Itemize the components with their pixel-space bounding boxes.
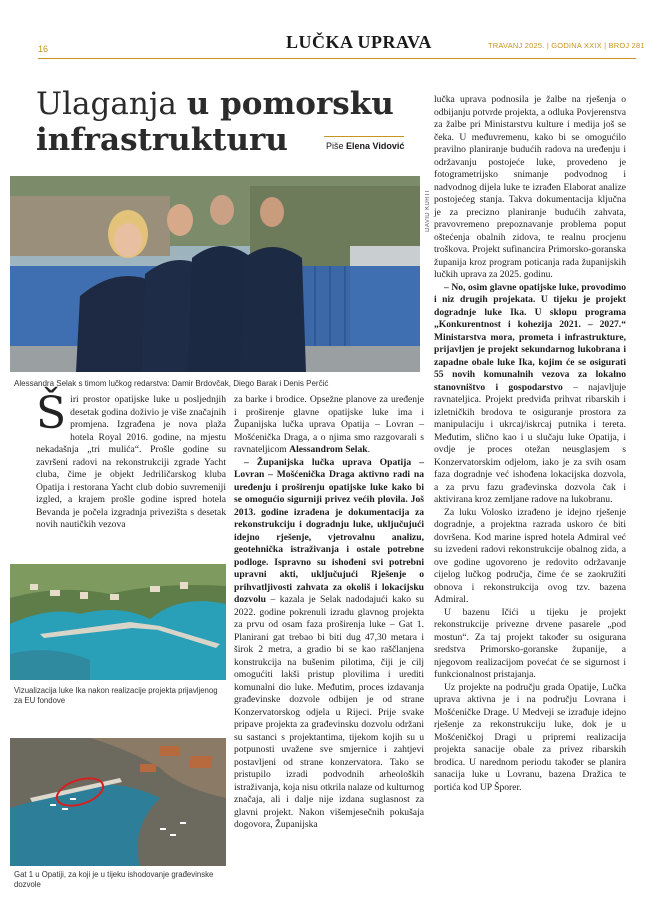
col1-paragraph: iri prostor opatijske luke u posljednjih desetak godina doživio je više značajnih promjena. Izgrađena je nova plaža hotela Royal 2016. godine, na mjestu nekadašnja „tri mulića“. Prošle godine su završeni radovi na rekonstrukciji zgrade Yacht cluba, čime je objekt Jedriličarskog kluba Opatija i restorana Yacht club dobio suvremeniji izgled, a krajem prošle godine ispred hotela Bevanda je počela izgradnja privezišta s desetak novih nautičkih vezova bbox=[36, 394, 226, 530]
ika-visualization-photo bbox=[10, 564, 226, 680]
divider: | bbox=[546, 41, 552, 50]
col3-paragraph-1: lučka uprava podnosila je žalbe na rješenja o odbijanju potvrde projekta, a odluka Povjerenstva za žalbe pri Ministarstvu kulture i medija još se čeka. U međuvremenu, kako bi se omogućilo pravilno planiranje budućih radova na uređenju i održavanju postojeće luke, provedeno je fotogrametrijsko snimanje podvodnog i nadvodnog dijela luke te izrađen Elaborat analize postojećeg stanja. Takva dokumentacija ključna je za precizno planiranje budućih zahvata, pravovremeno prepoznavanje problema poput oštećenja obalnih zidova, te realnu procjenu troškova. Projekt sufinancira Primorsko-goranska županija kroz program poticanja rada županijskih lučkih uprava za 2025. godinu. bbox=[434, 94, 626, 280]
col3-paragraph-5: Uz projekte na području grada Opatije, Lučka uprava aktivna je i na području Lovrana i Mošćeničke Drage. U Medveji se izrađuje idejno rješenje za rekonstrukciju luke, dok je u Mošćeničkoj Dragi u pripremi realizacija projekta sanacije obale za privez ribarskih brodica. U narednom periodu također se planira sanacija luke u Lovranu, bazena Dražica te portića kod UP Šporer. bbox=[434, 681, 626, 793]
drop-cap: Š bbox=[36, 388, 67, 439]
section-title: LUČKA UPRAVA bbox=[286, 32, 432, 52]
page-header bbox=[10, 20, 652, 60]
gat-aerial-image bbox=[10, 738, 226, 866]
issue-date: TRAVANJ 2025. bbox=[488, 41, 545, 50]
title-part2: u pomorsku bbox=[186, 86, 394, 122]
divider: | bbox=[604, 41, 609, 50]
ika-caption: Vizualizacija luke Ika nakon realizacije projekta prijavljenog za EU fondove bbox=[14, 686, 218, 705]
title-part3: infrastrukturu bbox=[36, 122, 288, 158]
byline-rule bbox=[324, 136, 404, 137]
issue-number: BROJ 281 bbox=[608, 41, 645, 50]
ika-aerial-image bbox=[10, 564, 226, 680]
col3-quote-bold: – No, osim glavne opatijske luke, provodimo i niz drugih projekata. U tijeku je projekt dogradnje luke Ika. U sklopu programa „Konkurentnost i kohezija 2021. – 2027.“ Ministarstva mora, prometa i infrastrukture, prijavljen je projekt sekundarnog lukobrana i zapadne obale luke Ika, kojim će se osigurati 55 novih komunalnih vezova za lokalno stanovništvo i gospodarstvo bbox=[434, 281, 626, 393]
page-number: 16 bbox=[38, 44, 49, 54]
col2-quote-bold: – Županijska lučka uprava Opatija – Lovran – Mošćenička Draga aktivno radi na uređenju i proširenju opatijske luke kako bi se omogućio sigurniji privez većih plovila. Još 2013. godine izrađena je dokumentacija za rekonstrukciju i dogradnju luke, uključujući idejno rješenje, vjetrovalnu analizu, geotehnička istraživanja i ostale potrebne podloge. Ispravno su ishođeni svi potrebni upravni akti, uključujući Rješenje o prihvatljivosti zahvata za okoliš i lokacijsku dozvolu bbox=[234, 456, 424, 605]
col3-paragraph-3: Za luku Volosko izrađeno je idejno rješenje dogradnje, a projektna razrada uskoro će biti dovršena. Kod marine ispred hotela Admiral već su izvedeni radovi rekonstrukcije obalnog zida, a ove godine ugovoreno je redovito održavanje cijelog lučkog područja, čime će se zaokružiti obnova i rekonstrukcija ovog tzv. bazena Admiral. bbox=[434, 506, 626, 605]
article-column-3 bbox=[434, 94, 626, 794]
issue-info bbox=[488, 41, 645, 50]
author-name: Elena Vidović bbox=[346, 141, 405, 151]
col3-paragraph-4: U bazenu Ičići u tijeku je projekt rekonstrukcije privezne drvene pasarele „pod mostun“. Za taj projekt također su osigurana sredstva Primorsko-goranske županije, a njegovom realizacijom povećat će se sigurnost i funkcionalnost pristajanja. bbox=[434, 606, 626, 680]
main-photo bbox=[10, 176, 420, 372]
gat-aerial-photo bbox=[10, 738, 226, 866]
article-column-2: za barke i brodice. Opsežne planove za uređenje i proširenje glavne opatijske luke ima i Županijska lučka uprava Opatija – Lovran – Mošćenička Draga, a o njima smo razgovarali s ravnateljicom Alessandrom Selak. – Županijska lučka uprava Opatija – Lovran – Mošćenička Draga aktivno radi na uređenju i proširenju opatijske luke kako bi se omogućio sigurniji privez većih plovila. Još 2013. godine izrađena je dokumentacija za rekonstrukciju i dogradnju luke, uključujući idejno rješenje, vjetrovalnu analizu, geotehnička istraživanja i ostale potrebne podloge. Ispravno su ishođeni svi potrebni upravni akti, uključujući Rješenje o prihvatljivosti zahvata za okoliš i lokacijsku dozvolu – kazala je Selak nadodajući kako su 2022. godine pokrenuli izradu glavnog projekta za prvu od osam faza proširenja luke – Gat 1. Planirani gat trebao bi biti dug 47,30 metara i širok 2 metra, a gradio bi se kao raščlanjena konstrukcija na bušenim pilotima, čiji je cilj omogućiti lakši pristup plovilima i urediti komunalni dio luke. Međutim, proces izdavanja građevinske dozvole odbijen je od strane Konzervatorskog odjela u Rijeci. Prije svake pripave projekta za građevinsku dozvolu održani su sastanci s projektantima, tijekom kojih su u potpunosti uvažene sve smjernice i zahtjevi postavljeni od strane konzervatora. Tako se pristupilo izradi podvodnih arheoloških istraživanja, koja nisu otkrila nalaze od kulturnog značaja, ali i dalje nije izdana suglasnost za glavni projekt. Nakon višemjesečnih pokušaja dogovora, Županijska bbox=[234, 394, 424, 830]
article-column-1 bbox=[36, 388, 226, 532]
byline bbox=[326, 141, 404, 151]
gat-caption: Gat 1 u Opatiji, za koji je u tijeku ishodovanje građevinske dozvole bbox=[14, 870, 214, 889]
byline-prefix: Piše bbox=[326, 141, 344, 151]
main-photo-caption: Alessandra Selak s timom lučkog redarstva: Damir Brdovčak, Diego Barak i Denis Perčić bbox=[14, 379, 329, 388]
team-photo-image bbox=[10, 176, 420, 372]
photo-credit: DAVID KURTI bbox=[425, 190, 431, 232]
header-rule bbox=[38, 58, 636, 59]
issue-volume: GODINA XXIX bbox=[551, 41, 602, 50]
col3-paragraph-2: – najavljuje ravnateljica. Projekt predviđa prihvat ribarskih i izletničkih brodova te osiguranje prostora za manipulaciju i ukrcaj/iskrcaj putnika i tereta. Međutim, slično kao i u slučaju luke Opatija, i ovdje je proces otežan neusglasjem s Konzervatorskim odjelom, iako je za svih osam faza dogradnje već ishođena lokacijska dozvola, a za prvu fazu građevinska dozvola čak i aktivirana kroz zemljane radove na lukobranu. bbox=[434, 381, 626, 505]
interviewee-name: Alessandrom Selak bbox=[289, 444, 368, 455]
col2-paragraph-1: za barke i brodice. Opsežne planove za uređenje i proširenje glavne opatijske luke ima i Županijska lučka uprava Opatija – Lovran – Mošćenička Draga, a o njima smo razgovarali s ravnateljicom bbox=[234, 394, 424, 455]
col2-paragraph-2: – kazala je Selak nadodajući kako su 2022. godine pokrenuli izradu glavnog projekta za prvu od osam faza proširenja luke – Gat 1. Planirani gat trebao bi biti dug 47,30 metara i širok 2 metra, a gradio bi se kao raščlanjena konstrukcija na bušenim pilotima, čiji je cilj omogućiti lakši pristup plovilima i urediti komunalni dio luke. Međutim, proces izdavanja građevinske dozvole odbijen je od strane Konzervatorskog odjela u Rijeci. Prije svake pripave projekta za građevinsku dozvolu održani su sastanci s projektantima, tijekom kojih su u potpunosti uvažene sve smjernice i zahtjevi postavljeni od strane konzervatora. Tako se pristupilo izradi podvodnih arheoloških istraživanja, koja nisu otkrila nalaze od kulturnog značaja, ali i dalje nije izdana suglasnost za glavni projekt. Nakon višemjesečnih pokušaja dogovora, Županijska bbox=[234, 594, 424, 830]
title-part1: Ulaganja bbox=[36, 86, 177, 122]
